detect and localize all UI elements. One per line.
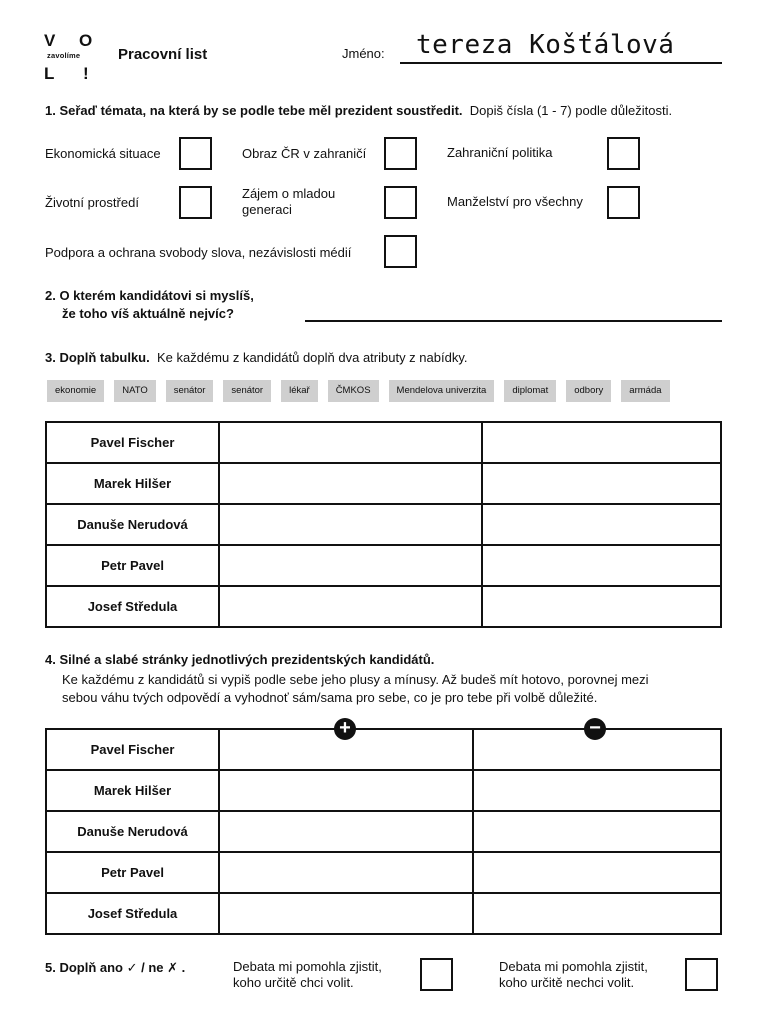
q5-option1-line2: koho určitě chci volit. [233,975,354,990]
q5-option2-line2: koho určitě nechci volit. [499,975,635,990]
name-underline [400,62,722,64]
attribute-chip: Mendelova univerzita [389,380,495,402]
pros-cons-table [45,728,722,935]
table-row [46,729,721,770]
table-row [46,586,721,627]
logo-letter-l: L [44,64,55,83]
q1-item-label: Podpora a ochrana svobody slova, nezávislosti médií [45,245,352,260]
logo-letter-exclamation: ! [83,64,89,83]
minus-cell[interactable] [473,811,721,852]
table-row [46,852,721,893]
table-row [46,504,721,545]
q1-item-box[interactable] [607,137,640,170]
attribute-chip: lékař [281,380,318,402]
plus-cell[interactable] [219,770,473,811]
q1-item-label: Zahraniční politika [447,145,553,160]
attribute-chip: NATO [114,380,156,402]
candidate-name: Danuše Nerudová [46,504,219,545]
table-row [46,463,721,504]
q1-item-box[interactable] [384,235,417,268]
q1-item-box[interactable] [384,137,417,170]
attribute-cell[interactable] [219,422,482,463]
attribute-cell[interactable] [219,504,482,545]
plus-icon: + [334,718,356,740]
attribute-cell[interactable] [482,586,721,627]
candidate-name: Danuše Nerudová [46,811,219,852]
q4-instructions-line2: sebou váhu tvých odpovědí a vyhodnoť sám/sama pro sebe, co je pro tebe při volbě důležité. [62,690,598,705]
table-row [46,770,721,811]
attribute-chip: senátor [166,380,214,402]
candidate-name: Pavel Fischer [46,422,219,463]
minus-cell[interactable] [473,852,721,893]
attribute-cell[interactable] [482,463,721,504]
table-row [46,422,721,463]
logo-letter-o: O [79,31,93,50]
q5-option1-checkbox[interactable] [420,958,453,991]
q1-item-label: Životní prostředí [45,195,139,210]
q1-item-box[interactable] [179,186,212,219]
page-title: Pracovní list [118,46,208,63]
candidate-name: Petr Pavel [46,545,219,586]
q1-heading [45,103,672,118]
q4-heading: 4. Silné a slabé stránky jednotlivých prezidentských kandidátů. [45,652,435,667]
attribute-chip: senátor [223,380,271,402]
q1-item-label: Zájem o mladou generaci [242,186,336,217]
attribute-chip: armáda [621,380,669,402]
attribute-cell[interactable] [219,586,482,627]
table-row [46,545,721,586]
q5-option1-line1: Debata mi pomohla zjistit, [233,959,382,974]
logo [40,30,100,84]
q1-item-label: Ekonomická situace [45,146,161,161]
candidate-name: Marek Hilšer [46,770,219,811]
attribute-cell[interactable] [219,463,482,504]
logo-subtitle: zavolíme [47,51,81,60]
name-value[interactable]: tereza Košťálová [416,30,675,60]
candidate-name: Josef Středula [46,893,219,934]
attribute-chip: diplomat [504,380,556,402]
table-row [46,893,721,934]
attributes-table [45,421,722,628]
plus-cell[interactable] [219,811,473,852]
attribute-chips [47,380,670,402]
q5-heading: 5. Doplň ano ✓ / ne ✗ . [45,960,186,975]
minus-cell[interactable] [473,770,721,811]
attribute-cell[interactable] [482,422,721,463]
minus-icon: − [584,718,606,740]
q1-item-box[interactable] [384,186,417,219]
candidate-name: Marek Hilšer [46,463,219,504]
q1-item-label: Obraz ČR v zahraničí [242,146,367,161]
q2-answer-line[interactable] [305,320,722,322]
q5-option2-line1: Debata mi pomohla zjistit, [499,959,648,974]
minus-cell[interactable] [473,893,721,934]
q5-option2-checkbox[interactable] [685,958,718,991]
attribute-chip: odbory [566,380,611,402]
attribute-cell[interactable] [482,545,721,586]
q2-heading-line2: že toho víš aktuálně nejvíc? [62,306,234,321]
q1-item-label: Manželství pro všechny [447,194,583,209]
plus-cell[interactable] [219,893,473,934]
q2-heading-line1: 2. O kterém kandidátovi si myslíš, [45,288,254,303]
q1-item-box[interactable] [179,137,212,170]
attribute-chip: ČMKOS [328,380,379,402]
table-row [46,811,721,852]
q4-instructions-line1: Ke každému z kandidátů si vypiš podle sebe jeho plusy a mínusy. Až budeš mít hotovo, porovnej mezi [62,672,649,687]
plus-cell[interactable] [219,852,473,893]
attribute-cell[interactable] [219,545,482,586]
candidate-name: Josef Středula [46,586,219,627]
attribute-cell[interactable] [482,504,721,545]
logo-letter-v: V [44,31,56,50]
q3-heading [45,350,467,365]
q3-heading-rest: Ke každému z kandidátů doplň dva atributy z nabídky. [156,350,468,365]
candidate-name: Pavel Fischer [46,729,219,770]
q1-heading-rest: Dopiš čísla (1 - 7) podle důležitosti. [469,103,673,118]
attribute-chip: ekonomie [47,380,104,402]
candidate-name: Petr Pavel [46,852,219,893]
q1-heading-bold: 1. Seřaď témata, na která by se podle tebe měl prezident soustředit. [45,103,463,118]
q1-item-box[interactable] [607,186,640,219]
name-label: Jméno: [342,46,385,61]
q3-heading-bold: 3. Doplň tabulku. [45,350,150,365]
